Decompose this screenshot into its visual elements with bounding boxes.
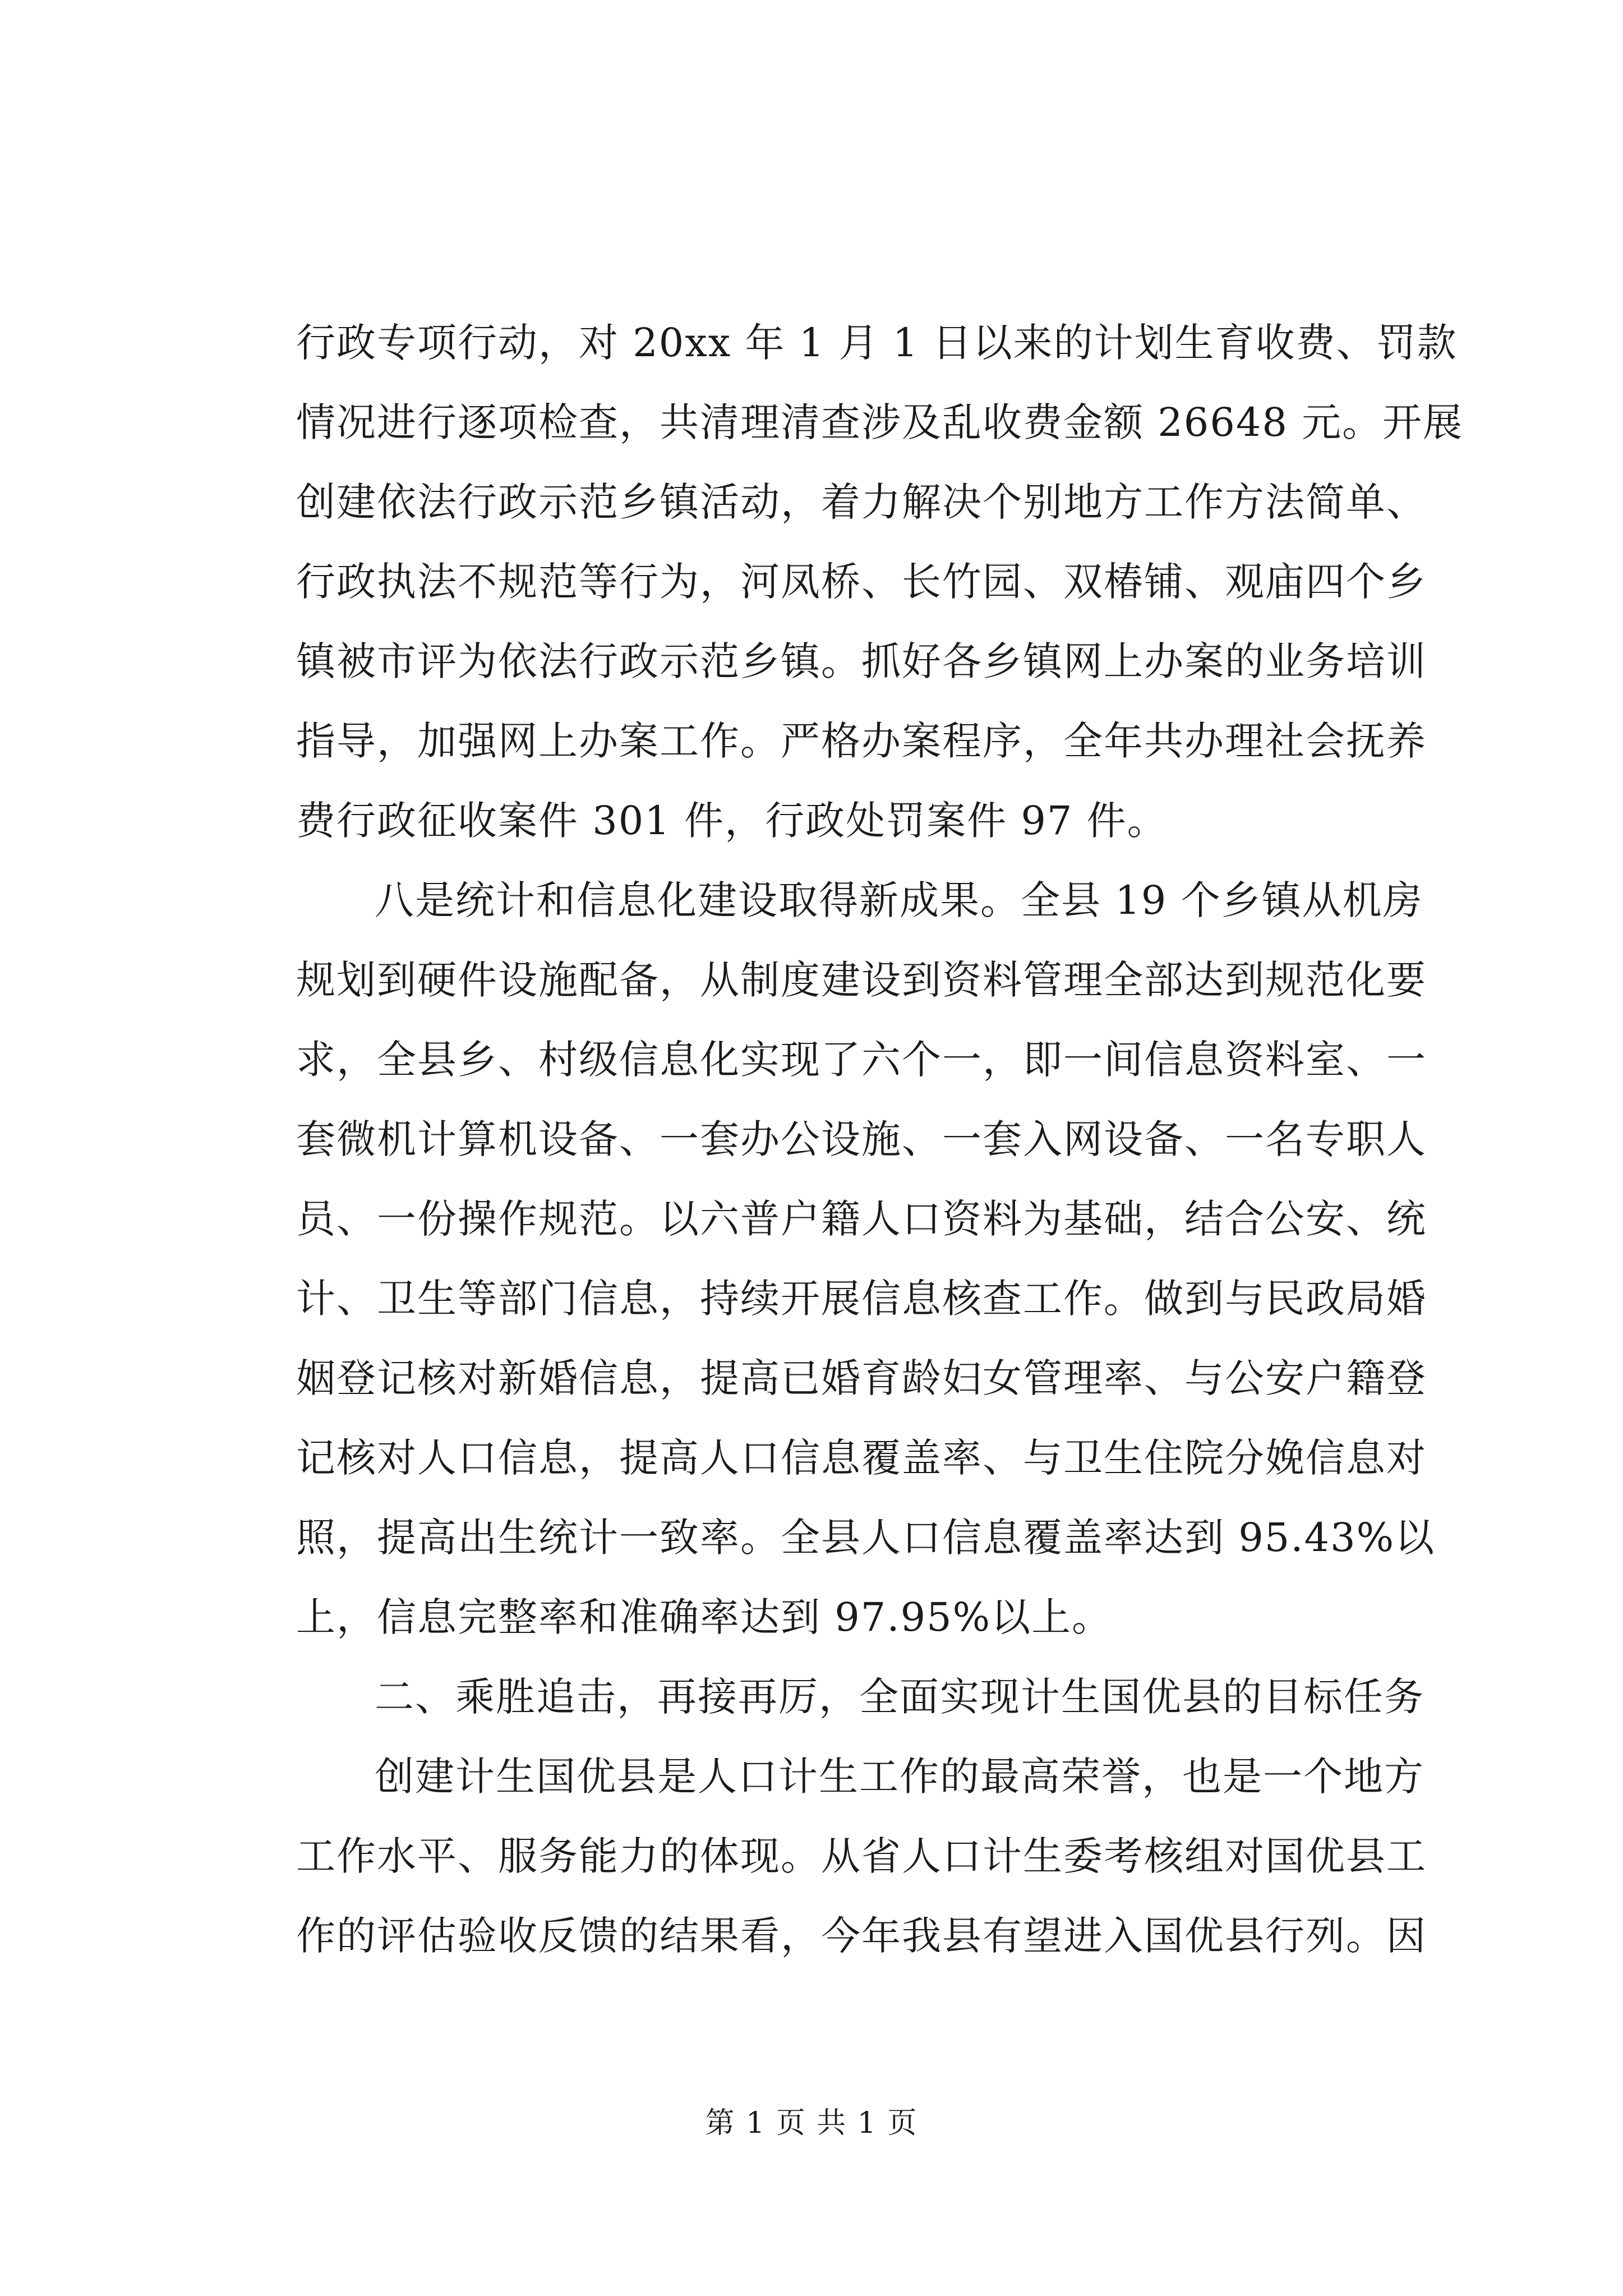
text-line: 行政专项行动，对 20xx 年 1 月 1 日以来的计划生育收费、罚款 xyxy=(296,320,1458,366)
paragraph-start-line: 创建计生国优县是人口计生工作的最高荣誉，也是一个地方 xyxy=(375,1754,1424,1800)
text-line: 工作水平、服务能力的体现。从省人口计生委考核组对国优县工 xyxy=(296,1833,1427,1879)
page-footer xyxy=(0,2104,1623,2143)
text-line: 照，提高出生统计一致率。全县人口信息覆盖率达到 95.43%以 xyxy=(296,1515,1436,1561)
text-line: 创建依法行政示范乡镇活动，着力解决个别地方工作方法简单、 xyxy=(296,479,1427,525)
page-number: 第 1 页 共 1 页 xyxy=(705,2106,918,2140)
text-line: 指导，加强网上办案工作。严格办案程序，全年共办理社会抚养 xyxy=(296,718,1427,764)
text-line: 员、一份操作规范。以六普户籍人口资料为基础，结合公安、统 xyxy=(296,1196,1427,1242)
text-line: 情况进行逐项检查，共清理清查涉及乱收费金额 26648 元。开展 xyxy=(296,399,1464,445)
text-line: 规划到硬件设施配备，从制度建设到资料管理全部达到规范化要 xyxy=(296,957,1427,1003)
text-line: 上，信息完整率和准确率达到 97.95%以上。 xyxy=(296,1594,1113,1640)
paragraph-start-line: 八是统计和信息化建设取得新成果。全县 19 个乡镇从机房 xyxy=(375,877,1423,923)
text-line: 套微机计算机设备、一套办公设施、一套入网设备、一名专职人 xyxy=(296,1116,1427,1162)
section-heading: 二、乘胜追击，再接再厉，全面实现计生国优县的目标任务 xyxy=(375,1674,1424,1720)
text-line: 记核对人口信息，提高人口信息覆盖率、与卫生住院分娩信息对 xyxy=(296,1435,1427,1481)
document-body xyxy=(296,303,1464,1976)
text-line: 镇被市评为依法行政示范乡镇。抓好各乡镇网上办案的业务培训 xyxy=(296,638,1427,684)
text-line: 行政执法不规范等行为，河凤桥、长竹园、双椿铺、观庙四个乡 xyxy=(296,559,1427,605)
text-line: 姻登记核对新婚信息，提高已婚育龄妇女管理率、与公安户籍登 xyxy=(296,1355,1427,1401)
text-line: 费行政征收案件 301 件，行政处罚案件 97 件。 xyxy=(296,798,1168,844)
text-line: 求，全县乡、村级信息化实现了六个一，即一间信息资料室、一 xyxy=(296,1037,1427,1083)
text-line: 计、卫生等部门信息，持续开展信息核查工作。做到与民政局婚 xyxy=(296,1276,1427,1322)
text-line: 作的评估验收反馈的结果看，今年我县有望进入国优县行列。因 xyxy=(296,1913,1427,1959)
